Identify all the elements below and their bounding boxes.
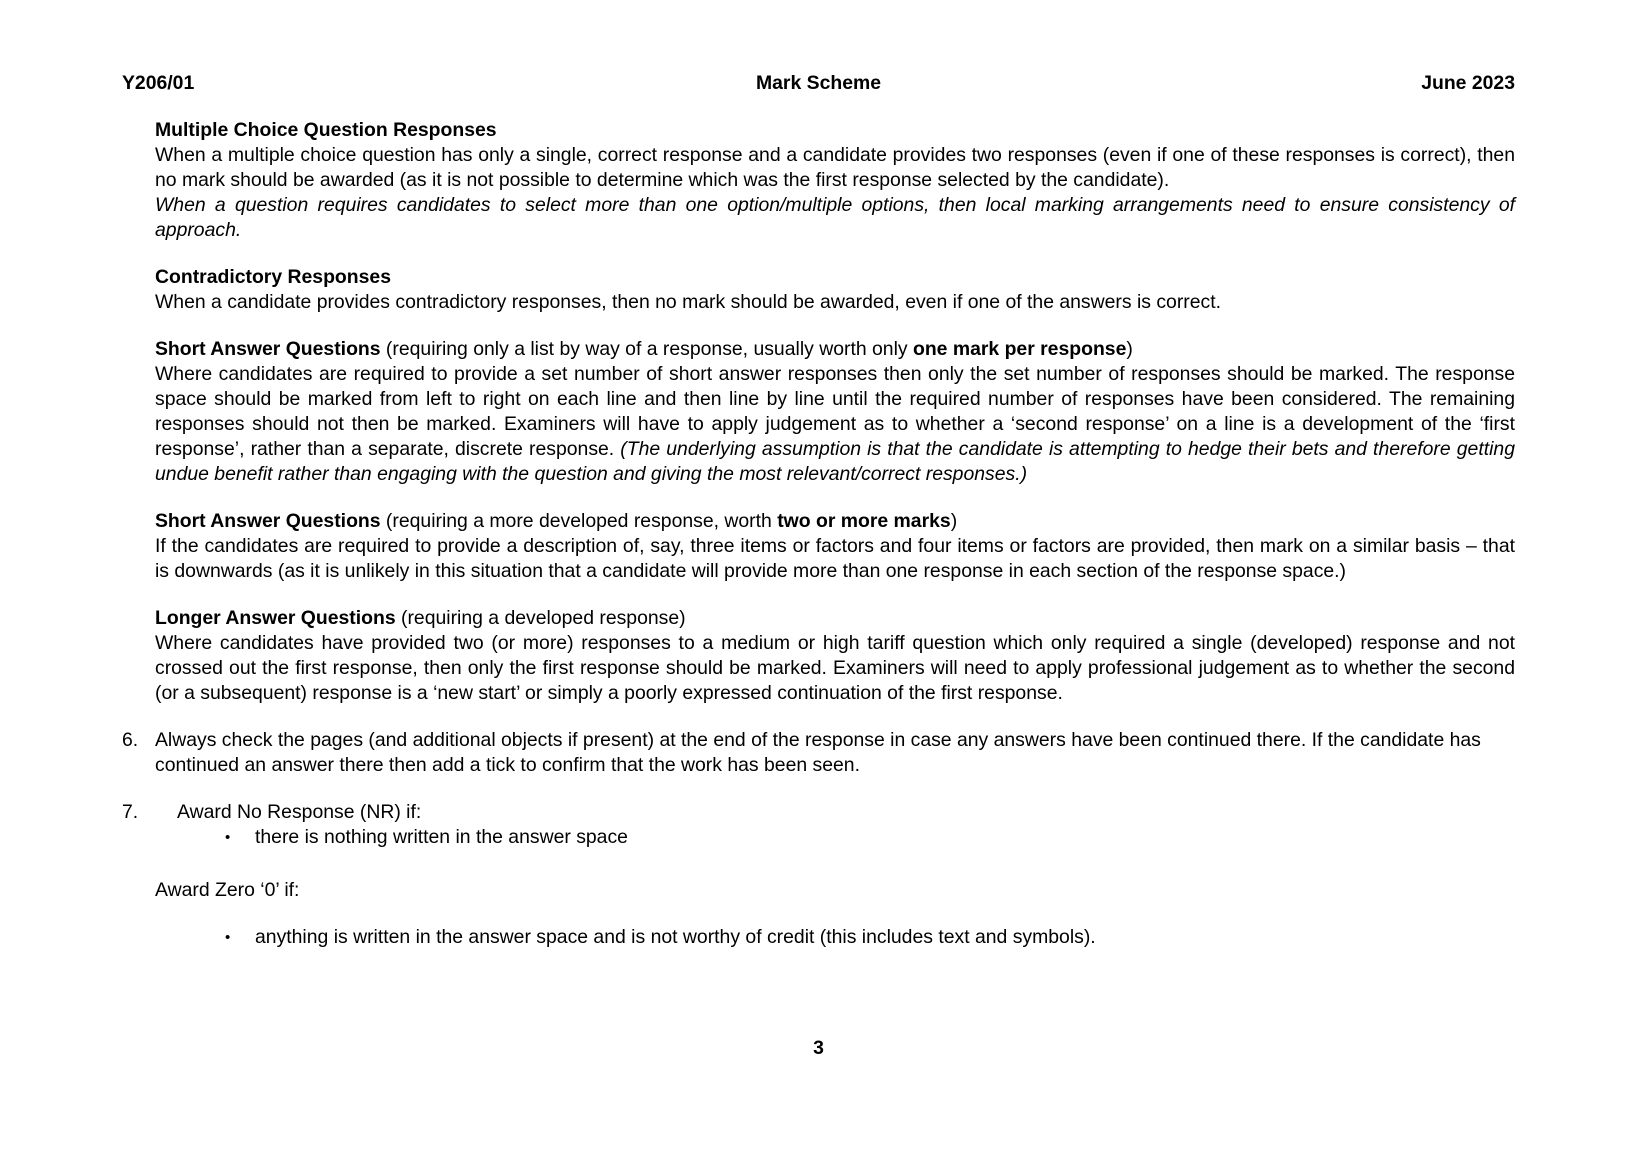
section-heading: Multiple Choice Question Responses [155,119,497,141]
numbered-item-6 [122,728,1515,778]
section-paragraph: When a candidate provides contradictory responses, then no mark should be awarded, even if one of the answers is correct. [155,291,1221,313]
item-number: 6. [122,729,139,751]
document-footer [0,1036,1637,1061]
paper-code: Y206/01 [122,72,195,94]
item-number: 7. [122,801,139,823]
numbered-list [122,728,1515,950]
document-body [122,118,1515,950]
section-paragraph: When a multiple choice question has only a single, correct response and a candidate provides two responses (even if one of these responses is correct), then no mark should be awarded (as it is not possible to determine which was the first response selected by the candidate). [155,144,1515,191]
bullet-item-no-response [225,825,1515,850]
section-paragraph: Where candidates have provided two (or more) responses to a medium or high tariff question which only required a single (developed) response and not crossed out the first response, then only the first response should be marked. Examiners will need to apply professional judgement as to whether the second (or a subsequent) response is a ‘new start’ or simply a poorly expressed continuation of the first response. [155,632,1515,704]
section-short-answer-questions-list [155,337,1515,487]
section-heading: Short Answer Questions (requiring a more developed response, worth two or more marks) [155,510,958,532]
bullet-text: there is nothing written in the answer space [255,826,628,848]
item-text: Award No Response (NR) if: [177,801,422,823]
bullet-icon: • [225,929,231,946]
bullet-text: anything is written in the answer space and is not worthy of credit (this includes text and symbols). [255,926,1096,948]
section-short-answer-questions-developed [155,509,1515,584]
section-paragraph: When a question requires candidates to select more than one option/multiple options, then local marking arrangements need to ensure consistency of approach. [155,194,1515,241]
document-header [122,71,1515,96]
numbered-item-7 [122,800,1515,825]
section-multiple-choice-question-responses [155,118,1515,243]
bullet-icon: • [225,829,231,846]
header-date: June 2023 [1421,72,1515,94]
page-number: 3 [813,1037,824,1059]
section-heading: Contradictory Responses [155,266,391,288]
bullet-item-award-zero [225,925,1515,950]
section-contradictory-responses [155,265,1515,315]
document-title: Mark Scheme [755,72,882,94]
section-paragraph: Where candidates are required to provide a set number of short answer responses then only the set number of responses should be marked. The response space should be marked from left to right on each line and then line by line until the required number of responses have been considered. The remaining responses should not then be marked. Examiners will have to apply judgement as to whether a ‘second response’ on a line is a development of the ‘first response’, rather than a separate, discrete response. (The underlying assumption is that the candidate is attempting to hedge their bets and therefore getting undue benefit rather than engaging with the question and giving the most relevant/correct responses.) [155,363,1515,485]
section-heading: Longer Answer Questions (requiring a developed response) [155,607,686,629]
section-paragraph: If the candidates are required to provide a description of, say, three items or factors and four items or factors are provided, then mark on a similar basis – that is downwards (as it is unlikely in this situation that a candidate will provide more than one response in each section of the response space.) [155,535,1515,582]
section-heading: Short Answer Questions (requiring only a list by way of a response, usually worth only one mark per response) [155,338,1133,360]
award-zero-heading: Award Zero ‘0’ if: [155,879,300,901]
item-text: Always check the pages (and additional objects if present) at the end of the response in case any answers have been continued there. If the candidate has continued an answer there then add a tick to confirm that the work has been seen. [155,729,1481,776]
section-longer-answer-questions [155,606,1515,706]
